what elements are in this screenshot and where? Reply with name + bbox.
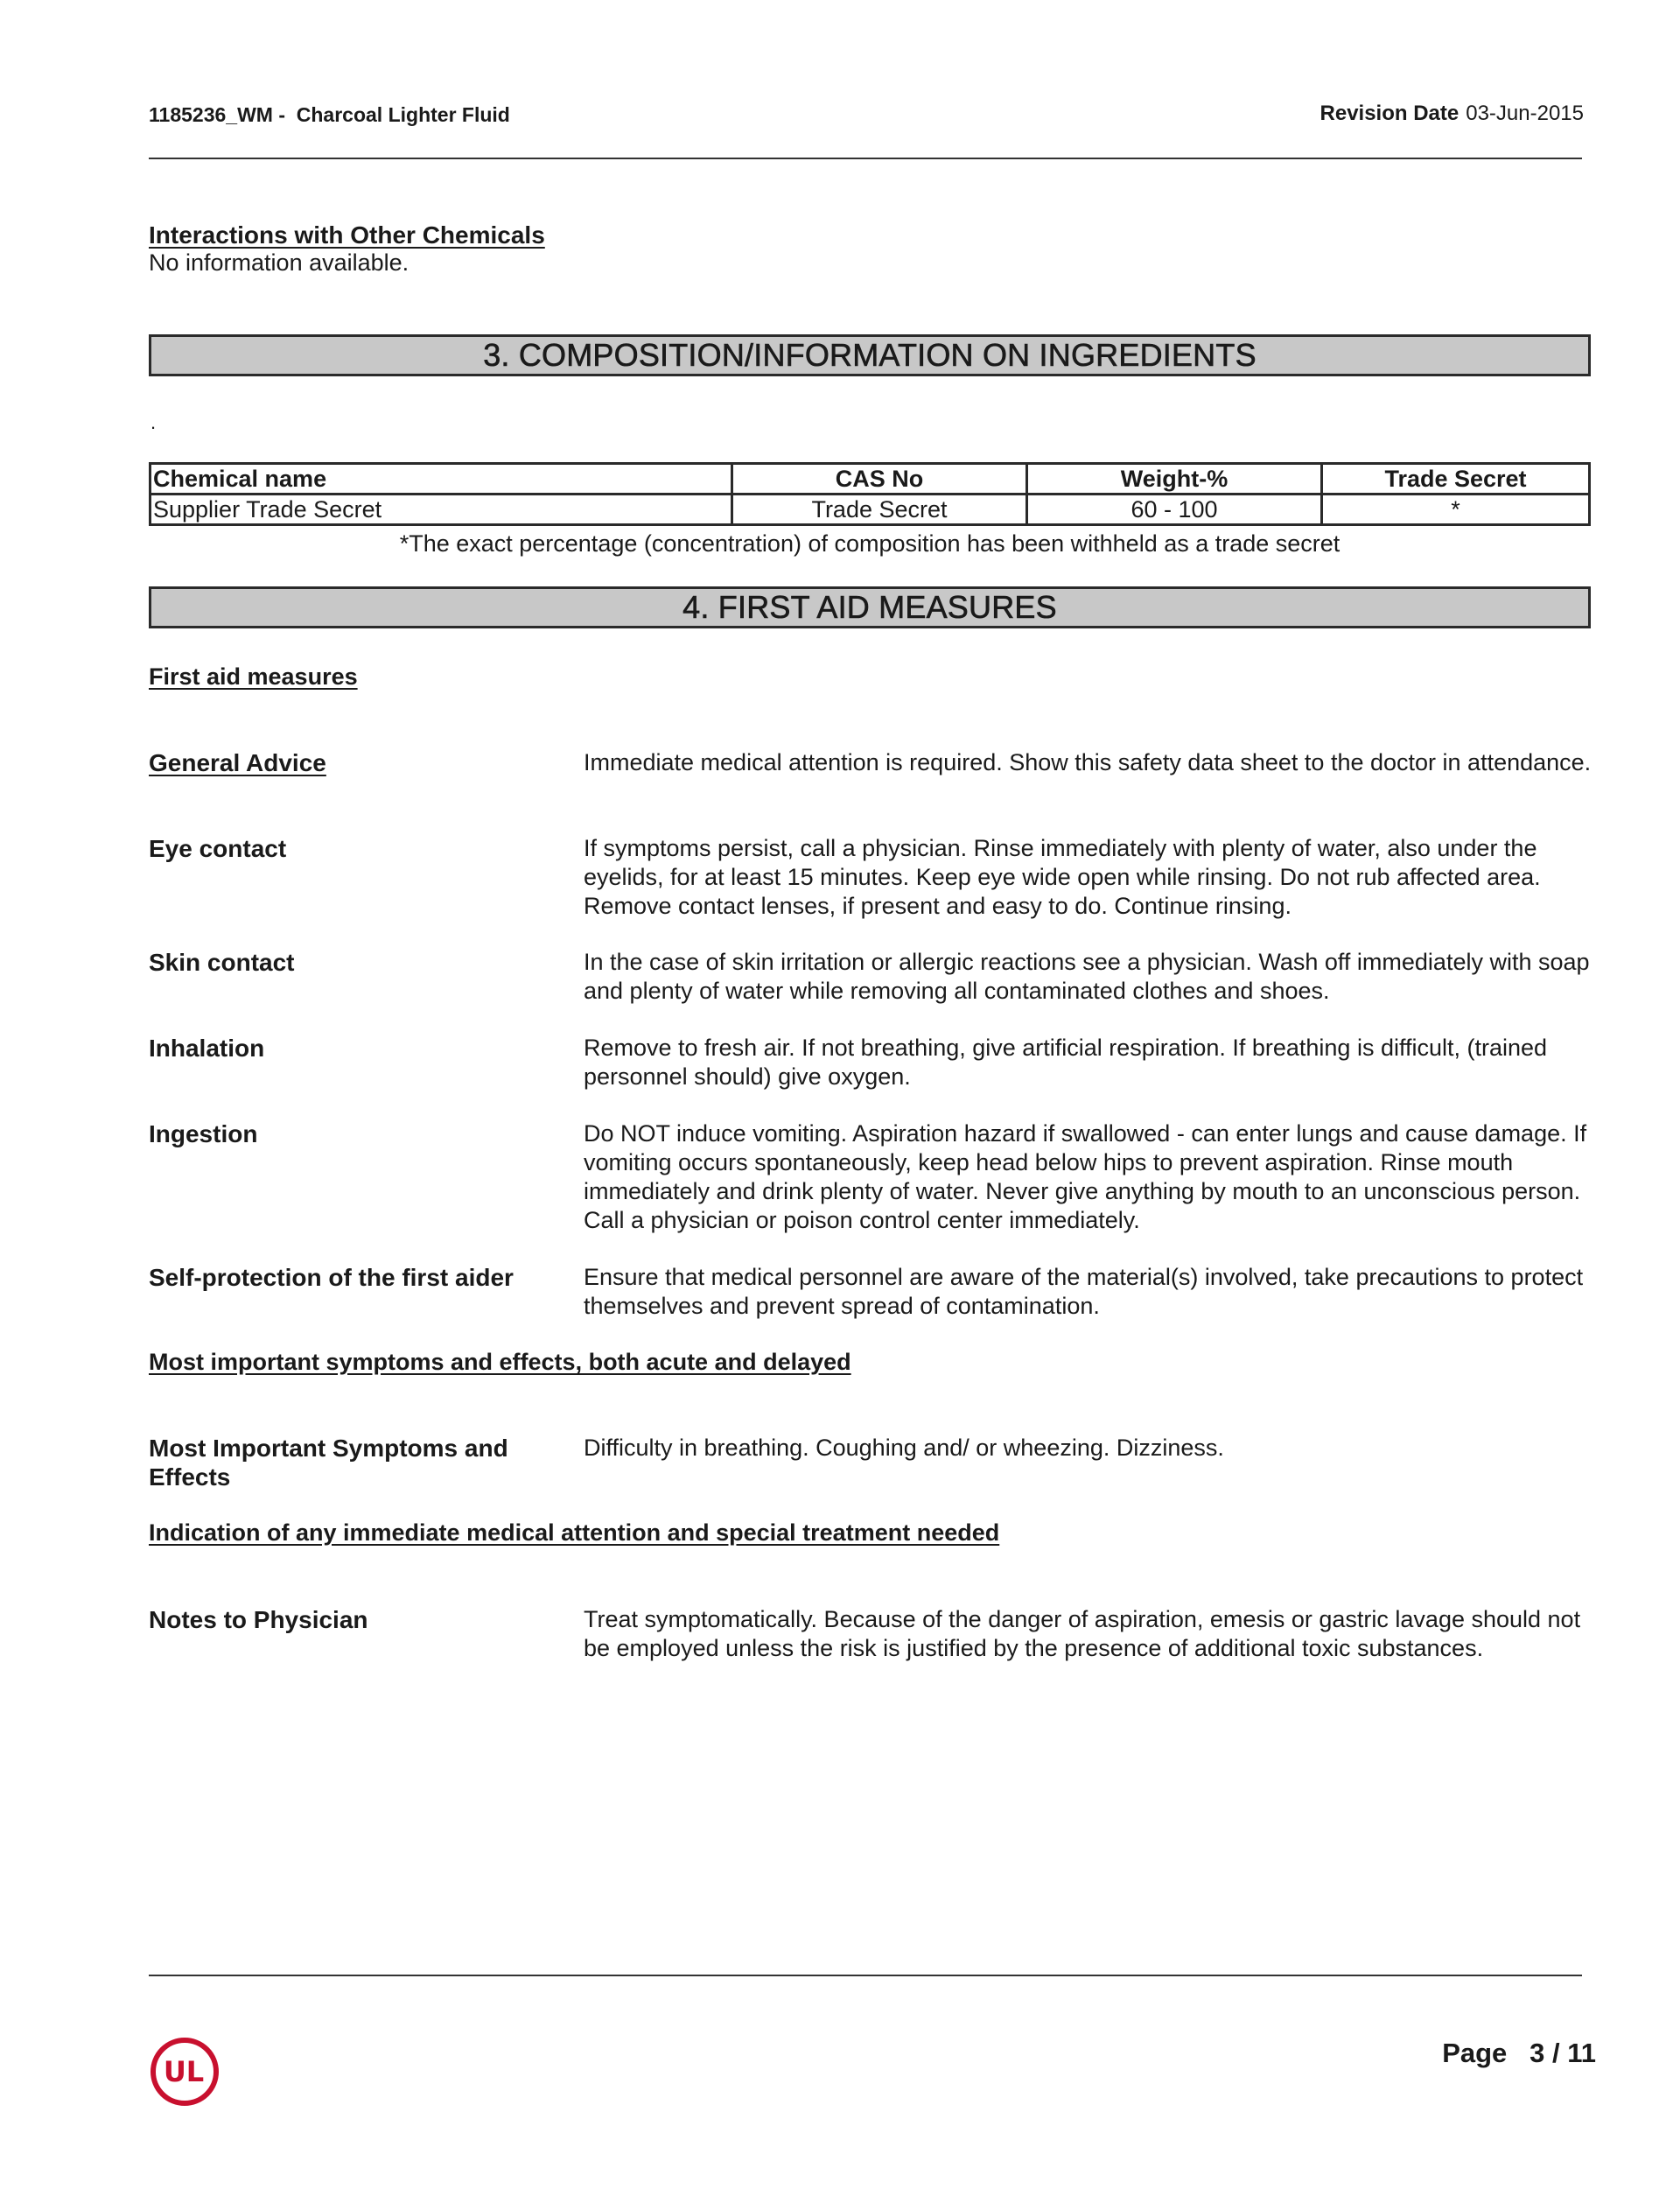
interactions-heading: Interactions with Other Chemicals <box>149 221 545 249</box>
page-number <box>1442 2038 1596 2069</box>
medical-attention-heading: Indication of any immediate medical attention and special treatment needed <box>149 1519 1000 1546</box>
eye-contact-label: Eye contact <box>149 835 287 862</box>
self-protection-label: Self-protection of the first aider <box>149 1264 514 1291</box>
col-weight: Weight-% <box>1027 464 1322 495</box>
self-protection-text: Ensure that medical personnel are aware of the material(s) involved, take precautions to protect themselves and prevent spread of contamination. <box>584 1264 1584 1319</box>
symptoms-text: Difficulty in breathing. Coughing and/ or wheezing. Dizziness. <box>584 1435 1224 1461</box>
header-rule <box>149 158 1582 159</box>
skin-contact-label: Skin contact <box>149 949 295 976</box>
col-trade-secret: Trade Secret <box>1322 464 1590 495</box>
revision-date-value: 03-Jun-2015 <box>1466 102 1584 125</box>
document-product-title: 1185236_WM - Charcoal Lighter Fluid <box>149 103 510 126</box>
page-value: 3 / 11 <box>1530 2038 1596 2068</box>
cell-weight: 60 - 100 <box>1027 495 1322 525</box>
table-row <box>150 495 1590 525</box>
revision-date <box>1320 102 1584 126</box>
section-3-header <box>149 334 1591 376</box>
general-advice-text: Immediate medical attention is required. Show this safety data sheet to the doctor in attendance. <box>584 749 1592 775</box>
col-cas-no: CAS No <box>732 464 1027 495</box>
ingestion-label: Ingestion <box>149 1120 258 1147</box>
section-4-header <box>149 586 1591 628</box>
ul-logo-text: UL <box>163 2055 205 2088</box>
notes-to-physician-label: Notes to Physician <box>149 1606 368 1633</box>
section-3-title: 3. COMPOSITION/INFORMATION ON INGREDIENTS <box>483 337 1256 373</box>
first-aid-subheading: First aid measures <box>149 663 358 690</box>
notes-to-physician-text: Treat symptomatically. Because of the danger of aspiration, emesis or gastric lavage should not be employed unless the risk is justified by the presence of additional toxic substances. <box>584 1606 1581 1661</box>
ingestion-text: Do NOT induce vomiting. Aspiration hazard if swallowed - can enter lungs and cause damage. If vomiting occurs spontaneously, keep head below hips to prevent aspiration. Rinse mouth immediately and drink plenty of water. Never give anything by mouth to an unconscious person. Call a physician or poison control center immediately. <box>584 1120 1587 1233</box>
cell-cas-no: Trade Secret <box>732 495 1027 525</box>
cell-chemical-name: Supplier Trade Secret <box>150 495 732 525</box>
ul-logo <box>149 2036 220 2108</box>
skin-contact-text: In the case of skin irritation or allergic reactions see a physician. Wash off immediately with soap and plenty of water while removing all contaminated clothes and shoes. <box>584 949 1590 1004</box>
col-chemical-name: Chemical name <box>150 464 732 495</box>
trade-secret-note: *The exact percentage (concentration) of composition has been withheld as a trade secret <box>399 530 1340 557</box>
footer-rule <box>149 1975 1582 1976</box>
revision-date-label: Revision Date <box>1320 102 1460 125</box>
section-4-title: 4. FIRST AID MEASURES <box>682 589 1057 625</box>
section-3-dot: . <box>150 411 157 433</box>
general-advice-label: General Advice <box>149 749 326 776</box>
inhalation-label: Inhalation <box>149 1035 265 1062</box>
eye-contact-text: If symptoms persist, call a physician. Rinse immediately with plenty of water, also under the eyelids, for at least 15 minutes. Keep eye wide open while rinsing. Do not rub affected area. Remove contact lenses, if present and easy to do. Continue rinsing. <box>584 835 1541 919</box>
ul-logo-icon <box>149 2036 220 2108</box>
inhalation-text: Remove to fresh air. If not breathing, give artificial respiration. If breathing is difficult, (trained personnel should) give oxygen. <box>584 1035 1548 1090</box>
cell-trade-secret: * <box>1322 495 1590 525</box>
page-label: Page <box>1442 2038 1508 2068</box>
interactions-text: No information available. <box>149 249 410 276</box>
symptoms-heading: Most important symptoms and effects, both acute and delayed <box>149 1349 851 1375</box>
symptoms-label: Most Important Symptoms and Effects <box>149 1435 508 1491</box>
composition-table <box>149 462 1591 526</box>
table-header-row <box>150 464 1590 495</box>
